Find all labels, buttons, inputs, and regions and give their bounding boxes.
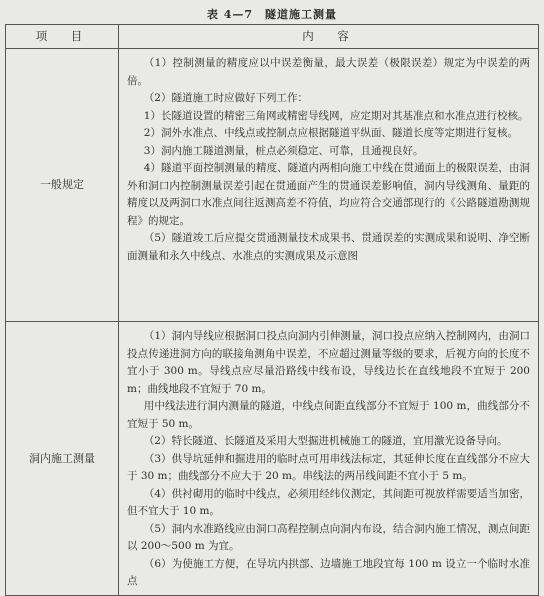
header-item: 项 目 bbox=[6, 25, 119, 49]
row-content-general bbox=[119, 49, 539, 322]
table-row bbox=[6, 49, 539, 322]
content-paragraph: （2）隧道施工时应做好下列工作： bbox=[143, 92, 308, 104]
header-content: 内 容 bbox=[119, 25, 539, 49]
survey-table bbox=[5, 24, 539, 596]
content-paragraph: 2）洞外水准点、中线点或控制点应根据隧道平纵面、隧道长度等定期进行复核。 bbox=[143, 127, 518, 139]
content-paragraph: （2）特长隧道、长隧道及采用大型掘进机械施工的隧道，宜用激光设备导向。 bbox=[143, 435, 508, 447]
content-paragraph: （1）控制测量的精度应以中误差衡量，最大误差（极限误差）规定为中误差的两倍。 bbox=[127, 57, 530, 87]
table-header-row bbox=[6, 25, 539, 49]
content-paragraph: 4）隧道平面控制测量的精度、隧道内两相向施工中线在贯通面上的极限误差，由洞外和洞口内控制测量误差引起在贯通面产生的贯通误差影响值，洞内导线测角、量距的精度以及两洞口水准点间往返测高差不符值，均应符合交通部现行的《公路隧道勘测规程》的规定。 bbox=[127, 162, 530, 227]
content-paragraph: （1）洞内导线应根据洞口投点向洞内引伸测量，洞口投点应纳入控制网内，由洞口投点传递进洞方向的联接角测角中误差，不应超过测量等级的要求，后视方向的长度不宜小于 300 m。导线点应尽量沿路线中线布设，导线边长在直线地段不宜短于 200 m；曲线地段不宜短于 70 m。 bbox=[127, 330, 530, 395]
content-paragraph: （5）隧道竣工后应提交贯通测量技术成果书、贯通误差的实测成果和说明、净空断面测量和永久中线点、水准点的实测成果及示意图 bbox=[127, 232, 530, 262]
row-label-general: 一般规定 bbox=[6, 49, 119, 322]
row-content-tunnel bbox=[119, 322, 539, 596]
content-paragraph: （6）为使施工方便，在导坑内拱部、边墙施工地段宜每 100 m 设立一个临时水准点 bbox=[127, 557, 530, 587]
content-paragraph: （5）洞内水准路线应由洞口高程控制点向洞内布设，结合洞内施工情况，测点间距以 200～500 m 为宜。 bbox=[127, 522, 530, 552]
content-paragraph: 1）长隧道设置的精密三角网或精密导线网，应定期对其基准点和水准点进行校核。 bbox=[143, 109, 529, 122]
content-paragraph: （4）供衬砌用的临时中线点，必须用经纬仪测定，其间距可视放样需要适当加密，但不宜大于 10 m。 bbox=[127, 487, 530, 517]
content-paragraph: （3）供导坑延伸和掘进用的临时点可用串线法标定，其延伸长度在直线部分不应大于 30 m；曲线部分不应大于 20 m。串线法的两吊线间距不宜小于 5 m。 bbox=[127, 452, 530, 482]
row-label-tunnel: 洞内施工测量 bbox=[6, 322, 119, 596]
content-paragraph: 用中线法进行洞内测量的隧道，中线点间距直线部分不宜短于 100 m，曲线部分不宜短于 50 m。 bbox=[127, 400, 530, 430]
table-row bbox=[6, 322, 539, 596]
table-title: 表 4—7 隧道施工测量 bbox=[206, 8, 338, 21]
content-paragraph: 3）洞内施工隧道测量，桩点必须稳定、可靠，且通视良好。 bbox=[143, 144, 424, 157]
